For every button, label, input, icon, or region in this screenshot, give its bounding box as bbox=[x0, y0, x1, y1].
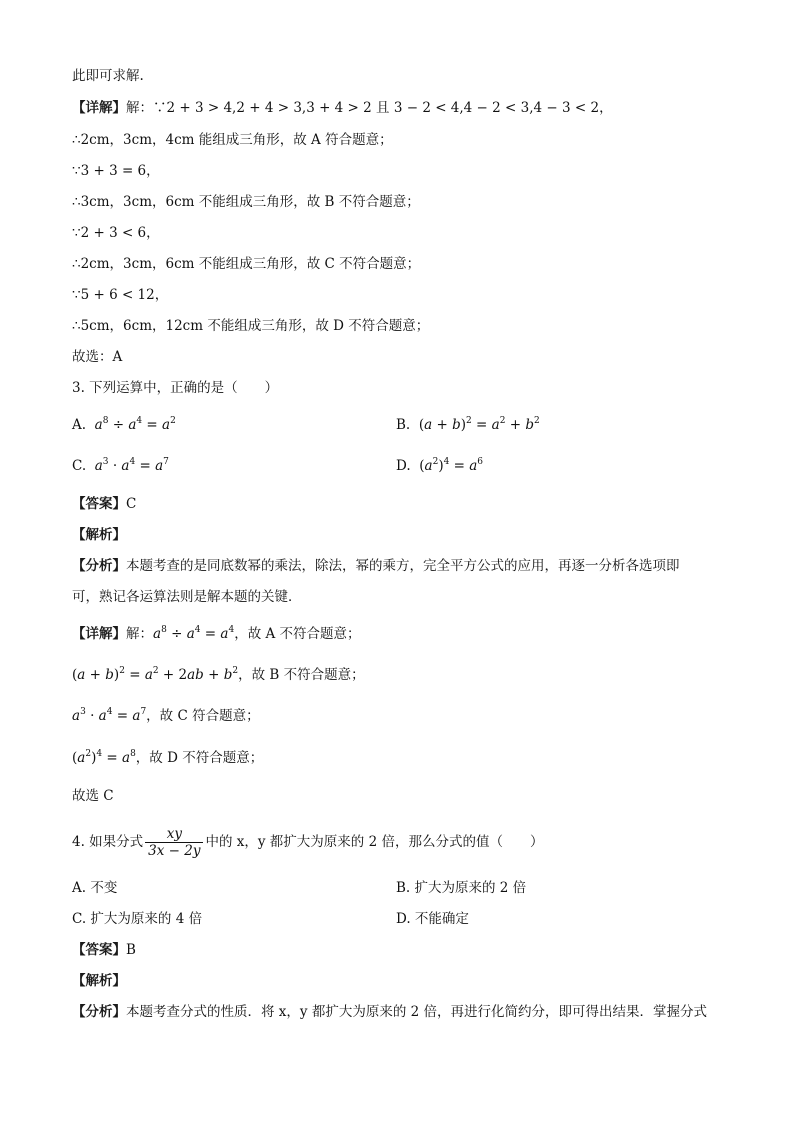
q3-detail-2: $(a + b)^2 = a^2 + 2ab + b^2$，故 B 不符合题意； bbox=[72, 666, 365, 683]
detail-tag: 【详解】 bbox=[72, 100, 126, 116]
detail-suffix: ，故 B 不符合题意； bbox=[238, 667, 365, 683]
q4-option-a: A. 不变 bbox=[72, 880, 118, 896]
option-label: A. bbox=[72, 417, 87, 433]
q3-fenxi bbox=[72, 556, 680, 576]
text-line: 可，熟记各运算法则是解本题的关键． bbox=[72, 589, 302, 605]
q4-option-d: D. 不能确定 bbox=[396, 911, 469, 927]
question-4-stem bbox=[72, 824, 543, 860]
detail-line bbox=[72, 98, 613, 118]
text-line: ∴2cm，3cm，4cm 能组成三角形，故 A 符合题意； bbox=[72, 132, 393, 148]
answer-value: C bbox=[126, 496, 137, 512]
q4-answer bbox=[72, 940, 136, 960]
text-line: ∴3cm，3cm，6cm 不能组成三角形，故 B 不符合题意； bbox=[72, 194, 420, 210]
q3-option-a: A. $a^8 \div a^4 = a^2$ bbox=[72, 416, 176, 433]
q3-conclusion: 故选 C bbox=[72, 788, 114, 804]
detail-tag: 【详解】 bbox=[72, 626, 126, 642]
detail-suffix: ，故 D 不符合题意； bbox=[135, 750, 264, 766]
q4-jiexi bbox=[72, 971, 126, 991]
detail-prefix: 解： bbox=[126, 626, 153, 642]
answer-value: B bbox=[126, 942, 136, 958]
jiexi-tag: 【解析】 bbox=[72, 527, 126, 543]
fenxi-tag: 【分析】 bbox=[72, 558, 126, 574]
fenxi-text: 本题考查分式的性质．将 x，y 都扩大为原来的 2 倍，再进行化简约分，即可得出结果．掌握分式 bbox=[126, 1004, 707, 1020]
q3-option-d: D. $(a^2)^4 = a^6$ bbox=[396, 457, 484, 474]
q4-option-b: B. 扩大为原来的 2 倍 bbox=[396, 880, 527, 896]
answer-tag: 【答案】 bbox=[72, 942, 126, 958]
jiexi-tag: 【解析】 bbox=[72, 973, 126, 989]
text-line: ∴2cm，3cm，6cm 不能组成三角形，故 C 不符合题意； bbox=[72, 256, 421, 272]
fraction-numerator: xy bbox=[145, 826, 203, 843]
option-label: D. bbox=[396, 458, 411, 474]
fraction bbox=[145, 826, 203, 859]
detail-suffix: ，故 C 符合题意； bbox=[146, 708, 260, 724]
stem-post: 中的 x，y 都扩大为原来的 2 倍，那么分式的值（ ） bbox=[205, 834, 544, 850]
text-line: ∴5cm，6cm，12cm 不能组成三角形，故 D 不符合题意； bbox=[72, 318, 430, 334]
text-line: 此即可求解. bbox=[72, 68, 144, 84]
option-label: B. bbox=[396, 417, 411, 433]
q3-detail-1: 【详解】解：$a^8 \div a^4 = a^4$，故 A 不符合题意； bbox=[72, 625, 361, 642]
q4-option-c: C. 扩大为原来的 4 倍 bbox=[72, 911, 203, 927]
text-line: 故选：A bbox=[72, 349, 123, 365]
text-line: ∵3 + 3 = 6， bbox=[72, 163, 160, 179]
text-line: ∵5 + 6 < 12， bbox=[72, 287, 169, 303]
question-3-stem: 3. 下列运算中，正确的是（ ） bbox=[72, 380, 279, 396]
option-label: C. bbox=[72, 458, 87, 474]
detail-suffix: ，故 A 不符合题意； bbox=[234, 626, 361, 642]
fraction-denominator: 3x − 2y bbox=[148, 843, 201, 859]
stem-pre: 4. 如果分式 bbox=[72, 834, 144, 850]
q3-option-b: B. $(a + b)^2 = a^2 + b^2$ bbox=[396, 416, 540, 433]
q3-detail-3: $a^3 \cdot a^4 = a^7$，故 C 符合题意； bbox=[72, 707, 260, 724]
q3-detail-4: $(a^2)^4 = a^8$，故 D 不符合题意； bbox=[72, 749, 264, 766]
fenxi-tag: 【分析】 bbox=[72, 1004, 126, 1020]
q3-option-c: C. $a^3 \cdot a^4 = a^7$ bbox=[72, 457, 169, 474]
q3-jiexi bbox=[72, 525, 126, 545]
q4-fenxi bbox=[72, 1002, 707, 1022]
detail-text: 解：∵2 + 3 > 4,2 + 4 > 3,3 + 4 > 2 且 3 − 2 < 4,4 − 2 < 3,4 − 3 < 2， bbox=[126, 100, 613, 116]
answer-tag: 【答案】 bbox=[72, 496, 126, 512]
q3-answer bbox=[72, 494, 136, 514]
fenxi-text: 本题考查的是同底数幂的乘法，除法，幂的乘方，完全平方公式的应用，再逐一分析各选项即 bbox=[126, 558, 680, 574]
text-line: ∵2 + 3 < 6， bbox=[72, 225, 160, 241]
